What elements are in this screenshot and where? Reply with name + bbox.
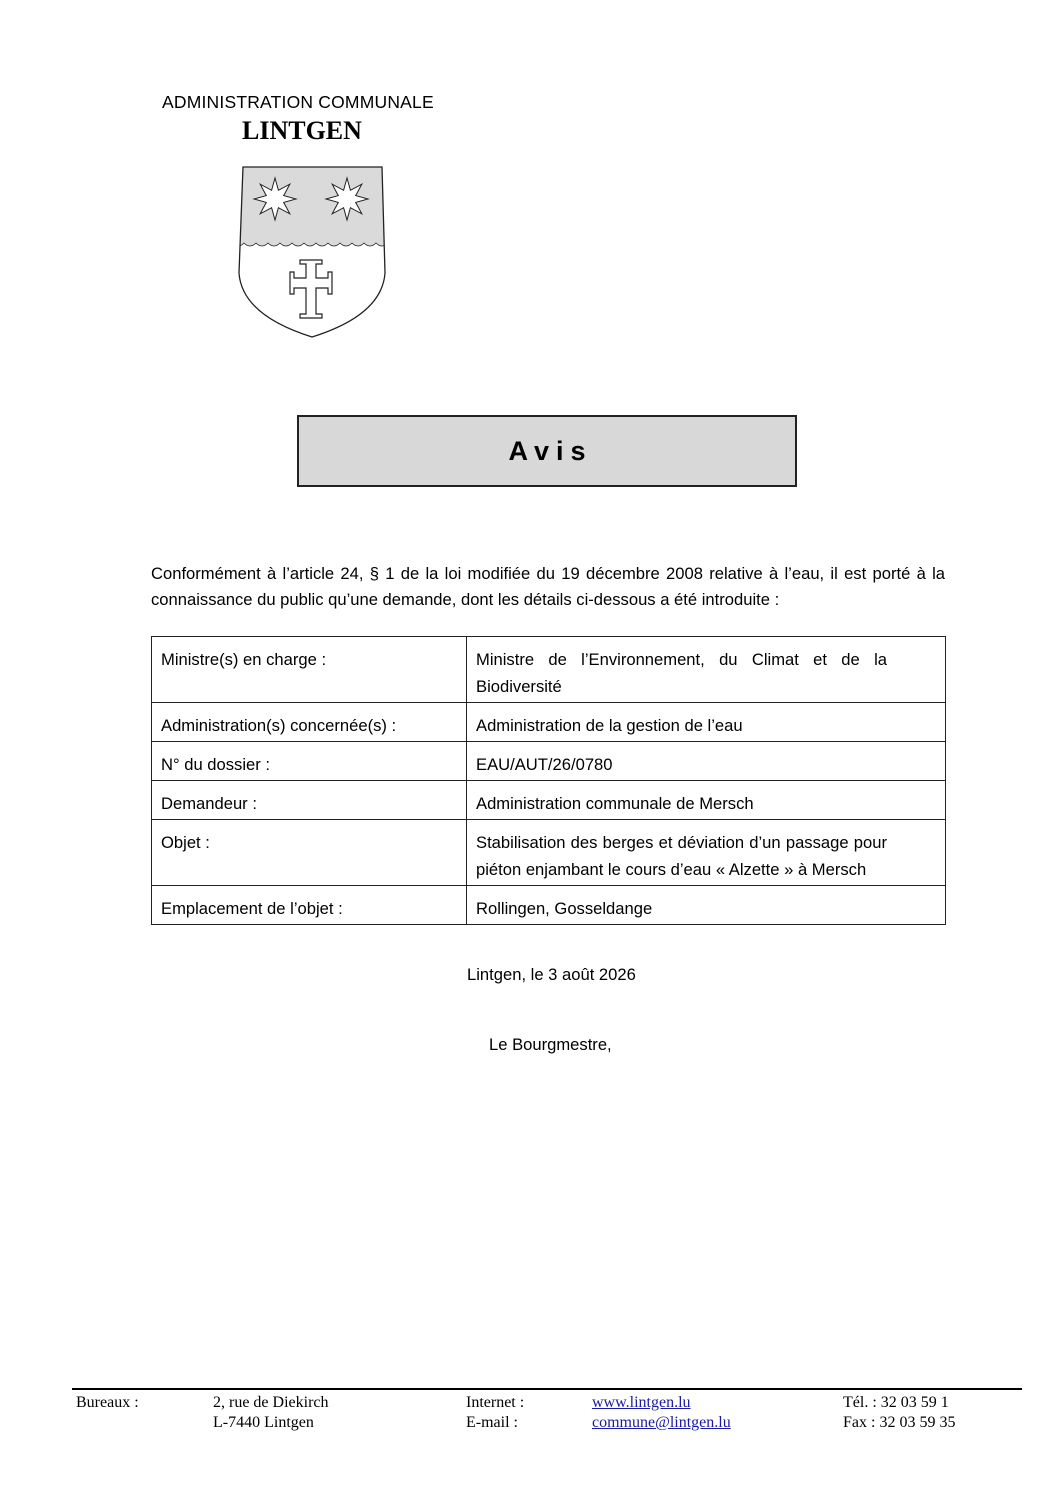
table-row [152,742,946,781]
row-label-object: Objet : [152,820,467,886]
row-value-minister: Ministre de l’Environnement, du Climat et de la Biodiversité [467,637,946,703]
row-label-administration: Administration(s) concernée(s) : [152,703,467,742]
row-value-dossier: EAU/AUT/26/0780 [467,742,946,781]
footer-email-label: E-mail : [466,1414,518,1431]
footer-fax: Fax : 32 03 59 35 [843,1414,956,1431]
row-label-dossier: N° du dossier : [152,742,467,781]
footer-tel: Tél. : 32 03 59 1 [843,1394,949,1411]
details-table [151,636,946,925]
intro-paragraph: Conformément à l’article 24, § 1 de la loi modifiée du 19 décembre 2008 relative à l’eau, il est porté à la connaissance du public qu’une demande, dont les détails ci-dessous a été introduite : [151,564,945,609]
administration-heading: ADMINISTRATION COMMUNALE [162,92,434,112]
table-row [152,886,946,925]
table-row [152,781,946,820]
notice-title-box [297,415,797,487]
notice-title: Avis [508,435,593,466]
table-row [152,637,946,703]
footer-bureaux-label: Bureaux : [76,1394,139,1411]
row-value-administration: Administration de la gestion de l’eau [467,703,946,742]
footer-address-line1: 2, rue de Diekirch [213,1394,329,1411]
date-line: Lintgen, le 3 août 2026 [467,965,636,984]
email-link[interactable]: commune@lintgen.lu [592,1414,731,1431]
footer-address-line2: L-7440 Lintgen [213,1414,314,1431]
row-value-object: Stabilisation des berges et déviation d’un passage pour piéton enjambant le cours d’eau « Alzette » à Mersch [467,820,946,886]
row-value-location: Rollingen, Gosseldange [467,886,946,925]
table-row [152,703,946,742]
commune-name: LINTGEN [242,116,362,145]
signature-line: Le Bourgmestre, [489,1035,612,1054]
row-label-location: Emplacement de l’objet : [152,886,467,925]
row-label-applicant: Demandeur : [152,781,467,820]
row-value-applicant: Administration communale de Mersch [467,781,946,820]
footer-divider [72,1388,1022,1390]
footer-internet-label: Internet : [466,1394,525,1411]
row-label-minister: Ministre(s) en charge : [152,637,467,703]
table-row [152,820,946,886]
coat-of-arms-logo [236,165,388,341]
website-link[interactable]: www.lintgen.lu [592,1394,691,1411]
